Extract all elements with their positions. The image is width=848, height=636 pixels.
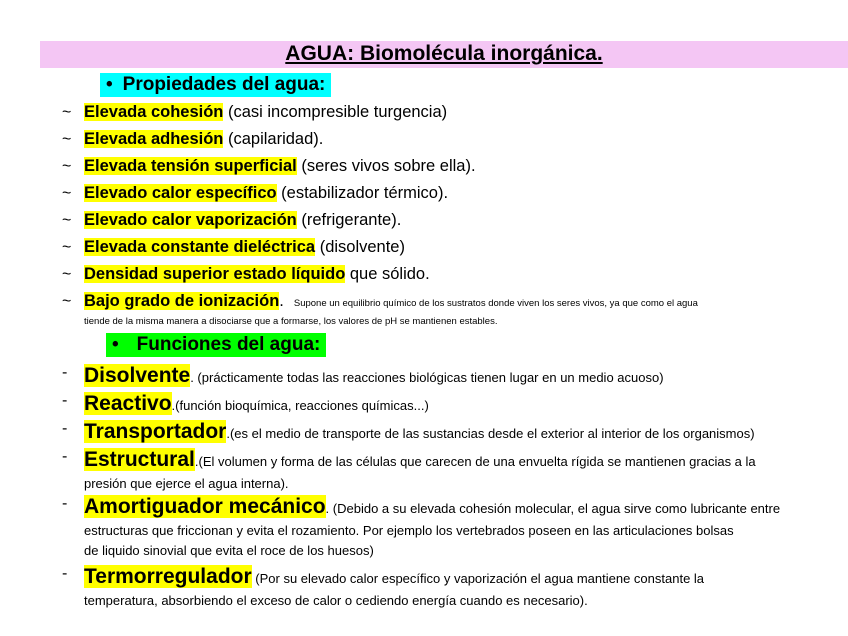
- property-term: Elevada adhesión: [84, 130, 224, 148]
- list-item: [62, 101, 447, 124]
- property-term: Bajo grado de ionización: [84, 292, 280, 310]
- dash-marker: -: [62, 420, 68, 437]
- funciones-heading: [106, 333, 326, 357]
- function-term: Reactivo: [84, 392, 172, 415]
- propiedades-heading-text: Propiedades del agua:: [122, 74, 326, 95]
- list-item: [62, 182, 448, 205]
- function-term: Termorregulador: [84, 565, 252, 588]
- property-term: Elevado calor vaporización: [84, 211, 297, 229]
- function-desc-cont: de liquido sinovial que evita el roce de los huesos): [84, 543, 374, 558]
- property-desc: (seres vivos sobre ella).: [296, 157, 476, 175]
- property-desc: (estabilizador térmico).: [276, 184, 449, 202]
- function-term: Transportador: [84, 420, 227, 443]
- dash-marker: -: [62, 448, 68, 465]
- list-item: [62, 236, 405, 259]
- property-desc: (casi incompresible turgencia): [223, 103, 448, 121]
- function-desc: . (prácticamente todas las reacciones biológicas tienen lugar en un medio acuoso): [190, 370, 664, 385]
- function-desc: .(función bioquímica, reacciones químicas...): [171, 398, 429, 413]
- function-desc: . (Debido a su elevada cohesión molecular, el agua sirve como lubricante entre: [325, 501, 781, 516]
- function-term: Estructural: [84, 448, 195, 471]
- property-desc: .: [279, 292, 284, 310]
- property-term: Elevada tensión superficial: [84, 157, 297, 175]
- tilde-marker: ~: [62, 185, 72, 202]
- dash-marker: -: [62, 392, 68, 409]
- tilde-marker: ~: [62, 158, 72, 175]
- property-desc: (disolvente): [315, 238, 405, 256]
- list-item: [62, 263, 430, 286]
- property-desc: (refrigerante).: [296, 211, 402, 229]
- propiedades-heading: [100, 73, 331, 97]
- ionization-note-cont: tiende de la misma manera a disociarse que a formarse, los valores de pH se mantienen estables.: [84, 316, 498, 327]
- list-item: [62, 565, 704, 589]
- function-desc-cont: temperatura, absorbiendo el exceso de calor o cediendo energía cuando es necesario).: [84, 593, 588, 608]
- function-desc-cont: estructuras que friccionan y evita el rozamiento. Por ejemplo los vertebrados poseen en las articulaciones bolsas: [84, 523, 734, 538]
- list-item: [62, 128, 323, 151]
- property-desc: (capilaridad).: [223, 130, 324, 148]
- tilde-marker: ~: [62, 131, 72, 148]
- function-desc: .(es el medio de transporte de las sustancias desde el exterior al interior de los organismos): [226, 426, 755, 441]
- property-term: Elevada cohesión: [84, 103, 224, 121]
- tilde-marker: ~: [62, 212, 72, 229]
- function-desc-cont: presión que ejerce el agua interna).: [84, 476, 289, 491]
- list-item: [62, 364, 664, 388]
- ionization-note: Supone un equilibrio químico de los sustratos donde viven los seres vivos, ya que como el agua: [293, 298, 698, 309]
- bullet-icon: •: [112, 334, 119, 355]
- property-term: Elevada constante dieléctrica: [84, 238, 316, 256]
- dash-marker: -: [62, 364, 68, 381]
- property-term: Elevado calor específico: [84, 184, 277, 202]
- function-desc: (Por su elevado calor específico y vaporización el agua mantiene constante la: [251, 571, 705, 586]
- function-term: Disolvente: [84, 364, 191, 387]
- dash-marker: -: [62, 495, 68, 512]
- function-term: Amortiguador mecánico: [84, 495, 326, 518]
- property-desc: que sólido.: [345, 265, 430, 283]
- tilde-marker: ~: [62, 104, 72, 121]
- bullet-icon: •: [106, 74, 113, 95]
- list-item: [62, 495, 780, 519]
- list-item: [62, 420, 755, 444]
- tilde-marker: ~: [62, 239, 72, 256]
- list-item: [62, 155, 476, 178]
- list-item: [62, 290, 698, 315]
- dash-marker: -: [62, 565, 68, 582]
- page-title: AGUA: Biomolécula inorgánica.: [285, 42, 603, 65]
- property-term: Densidad superior estado líquido: [84, 265, 346, 283]
- tilde-marker: ~: [62, 293, 72, 310]
- list-item: [62, 448, 756, 472]
- tilde-marker: ~: [62, 266, 72, 283]
- title-bar: [40, 41, 848, 68]
- function-desc: .(El volumen y forma de las células que carecen de una envuelta rígida se mantienen gracias a la: [194, 454, 756, 469]
- funciones-heading-text: Funciones del agua:: [136, 334, 321, 355]
- list-item: [62, 392, 429, 416]
- list-item: [62, 209, 401, 232]
